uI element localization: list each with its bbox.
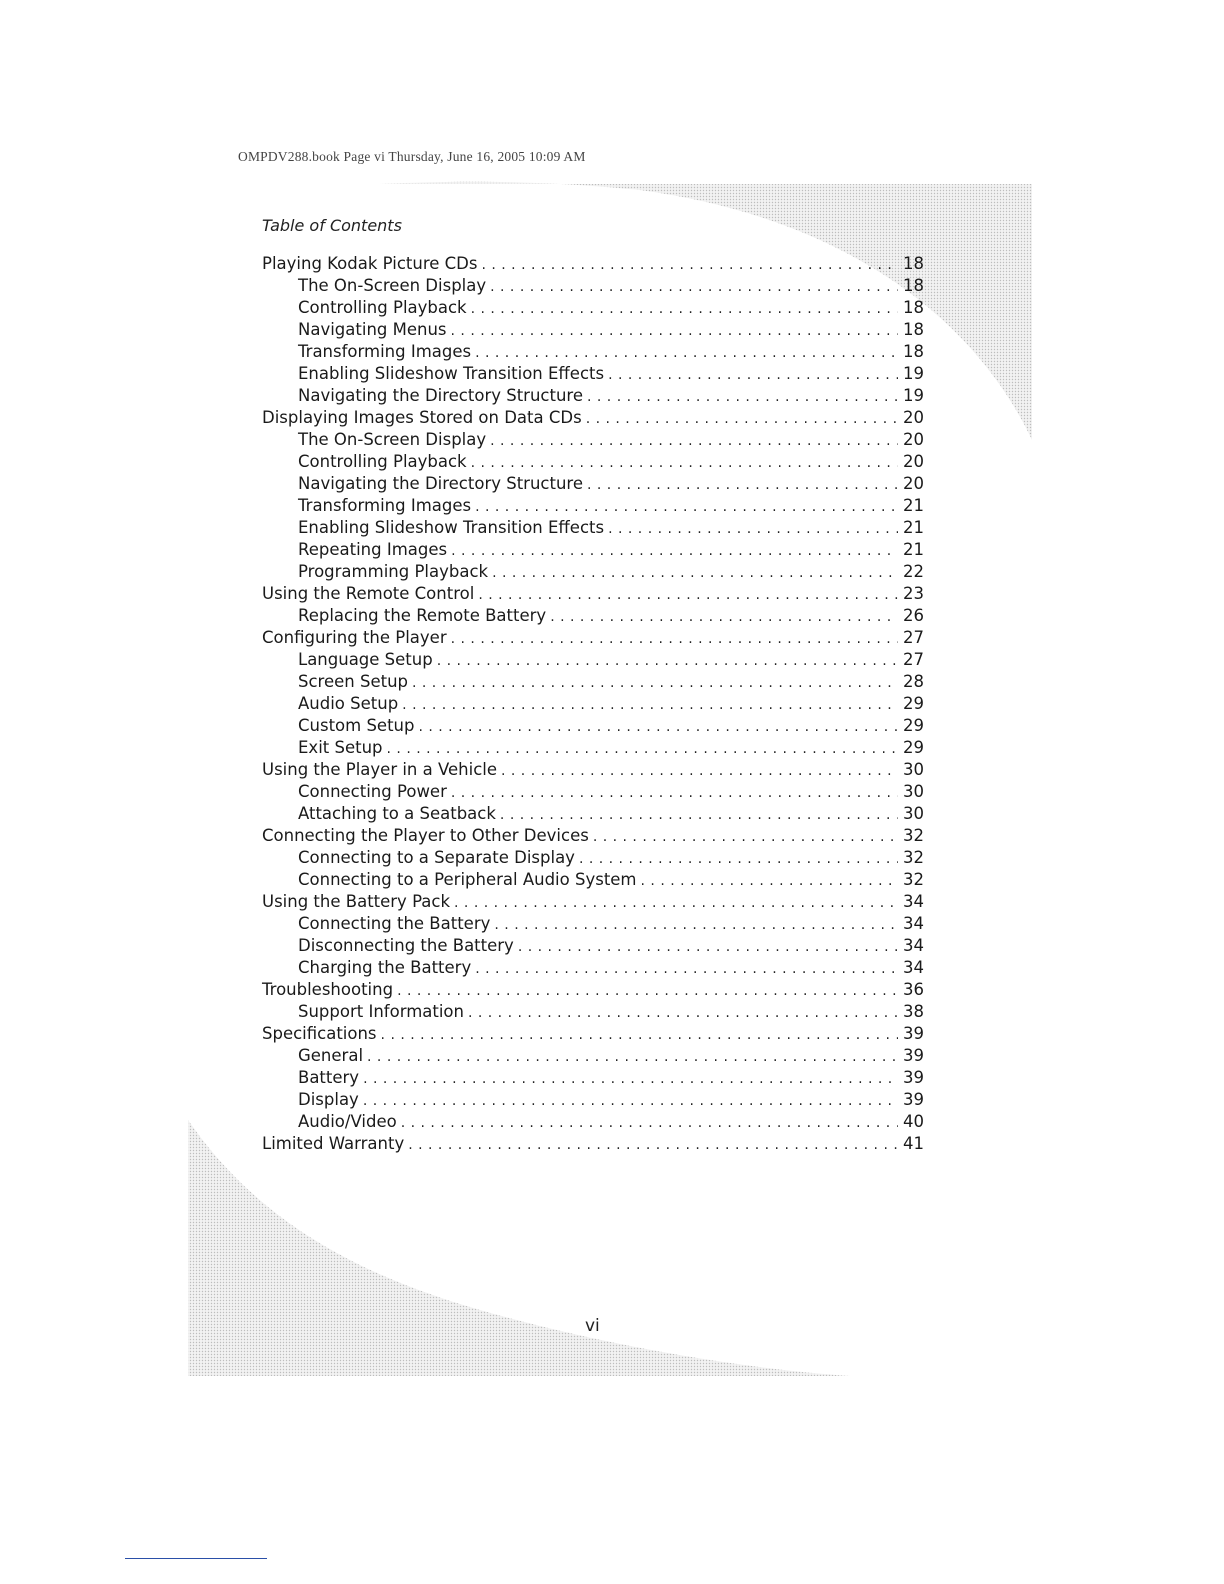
toc-entry-title: Enabling Slideshow Transition Effects [298,518,605,537]
toc-entry-title: Playing Kodak Picture CDs [262,254,478,273]
toc-subentry[interactable] [262,1067,924,1089]
toc-entry-title: Connecting the Battery [298,914,491,933]
toc-subentry[interactable] [262,715,924,737]
toc-entry-page: 28 [903,672,924,691]
toc-entry-page: 39 [903,1024,924,1043]
toc-entry-title: General [298,1046,364,1065]
toc-entry-page: 18 [903,320,924,339]
toc-entry[interactable] [262,253,924,275]
toc-dot-leader [454,892,898,914]
toc-subentry[interactable] [262,737,924,759]
toc-dot-leader [518,936,898,958]
toc-subentry[interactable] [262,1089,924,1111]
toc-entry-page: 19 [903,386,924,405]
toc-entry-page: 26 [903,606,924,625]
toc-entry-title: Navigating the Directory Structure [298,474,583,493]
toc-subentry[interactable] [262,803,924,825]
toc-entry-page: 27 [903,628,924,647]
toc-entry-page: 18 [903,298,924,317]
toc-subentry[interactable] [262,275,924,297]
toc-entry-title: Display [298,1090,359,1109]
toc-entry-page: 34 [903,914,924,933]
toc-entry-page: 32 [903,870,924,889]
toc-dot-leader [408,1134,898,1156]
toc-entry-page: 21 [903,540,924,559]
toc-entry-title: Programming Playback [298,562,489,581]
toc-subentry[interactable] [262,781,924,803]
toc-entry[interactable] [262,891,924,913]
toc-dot-leader [363,1068,898,1090]
toc-subentry[interactable] [262,561,924,583]
toc-dot-leader [587,386,898,408]
table-of-contents [262,253,924,1155]
toc-dot-leader [471,452,898,474]
toc-subentry[interactable] [262,451,924,473]
toc-dot-leader [363,1090,898,1112]
toc-dot-leader [641,870,898,892]
toc-subentry[interactable] [262,1045,924,1067]
toc-dot-leader [587,474,898,496]
toc-entry-page: 34 [903,892,924,911]
toc-entry-page: 19 [903,364,924,383]
toc-entry-page: 36 [903,980,924,999]
toc-entry-page: 21 [903,518,924,537]
toc-entry[interactable] [262,979,924,1001]
toc-entry-page: 32 [903,848,924,867]
toc-entry-page: 30 [903,782,924,801]
toc-subentry[interactable] [262,935,924,957]
toc-entry-title: Audio Setup [298,694,399,713]
toc-entry-title: Connecting Power [298,782,447,801]
toc-entry-title: Charging the Battery [298,958,472,977]
toc-dot-leader [586,408,898,430]
toc-subentry[interactable] [262,341,924,363]
toc-dot-leader [579,848,898,870]
toc-dot-leader [481,254,898,276]
toc-entry-title: Support Information [298,1002,464,1021]
toc-entry-title: The On-Screen Display [298,430,487,449]
toc-entry-page: 20 [903,430,924,449]
toc-entry[interactable] [262,583,924,605]
toc-subentry[interactable] [262,495,924,517]
toc-entry-title: Repeating Images [298,540,448,559]
toc-entry-title: Using the Remote Control [262,584,475,603]
toc-dot-leader [381,1024,898,1046]
toc-entry-page: 22 [903,562,924,581]
section-heading: Table of Contents [262,216,402,235]
toc-entry-title: Transforming Images [298,496,472,515]
toc-entry-page: 20 [903,408,924,427]
toc-entry-title: Connecting the Player to Other Devices [262,826,589,845]
toc-subentry[interactable] [262,605,924,627]
toc-entry[interactable] [262,1133,924,1155]
toc-dot-leader [387,738,898,760]
toc-entry-title: Controlling Playback [298,452,467,471]
toc-dot-leader [451,782,898,804]
toc-entry-title: Connecting to a Peripheral Audio System [298,870,637,889]
toc-entry[interactable] [262,627,924,649]
toc-entry-page: 21 [903,496,924,515]
toc-entry-page: 29 [903,738,924,757]
toc-entry-page: 39 [903,1090,924,1109]
toc-entry-title: Troubleshooting [262,980,394,999]
toc-entry-page: 34 [903,936,924,955]
toc-dot-leader [490,276,898,298]
toc-subentry[interactable] [262,1111,924,1133]
toc-entry-title: Enabling Slideshow Transition Effects [298,364,605,383]
bottom-left-swoosh [188,1120,850,1376]
toc-entry-page: 29 [903,716,924,735]
toc-entry-page: 29 [903,694,924,713]
toc-entry-title: Screen Setup [298,672,408,691]
toc-entry-title: Replacing the Remote Battery [298,606,547,625]
toc-dot-leader [475,342,898,364]
toc-dot-leader [418,716,898,738]
toc-entry-title: Language Setup [298,650,433,669]
toc-entry-title: Exit Setup [298,738,383,757]
toc-dot-leader [437,650,898,672]
toc-entry-title: Attaching to a Seatback [298,804,496,823]
toc-entry-page: 30 [903,804,924,823]
toc-entry-page: 39 [903,1046,924,1065]
toc-entry-title: Audio/Video [298,1112,397,1131]
toc-subentry[interactable] [262,869,924,891]
toc-entry-page: 30 [903,760,924,779]
toc-entry-title: Navigating Menus [298,320,447,339]
toc-entry-page: 38 [903,1002,924,1021]
toc-subentry[interactable] [262,1001,924,1023]
toc-subentry[interactable] [262,385,924,407]
toc-dot-leader [608,364,898,386]
toc-entry-title: Controlling Playback [298,298,467,317]
toc-dot-leader [471,298,898,320]
toc-subentry[interactable] [262,429,924,451]
toc-dot-leader [501,760,898,782]
toc-entry[interactable] [262,825,924,847]
toc-entry-title: Limited Warranty [262,1134,405,1153]
toc-entry-page: 34 [903,958,924,977]
page-number: vi [585,1316,600,1336]
toc-dot-leader [475,496,898,518]
toc-subentry[interactable] [262,847,924,869]
toc-entry-title: The On-Screen Display [298,276,487,295]
toc-entry-page: 39 [903,1068,924,1087]
toc-subentry[interactable] [262,363,924,385]
toc-entry-title: Connecting to a Separate Display [298,848,575,867]
toc-subentry[interactable] [262,913,924,935]
toc-entry-page: 41 [903,1134,924,1153]
toc-subentry[interactable] [262,671,924,693]
toc-entry-page: 32 [903,826,924,845]
toc-dot-leader [490,430,898,452]
toc-entry-page: 20 [903,452,924,471]
toc-dot-leader [550,606,898,628]
toc-entry[interactable] [262,759,924,781]
toc-subentry[interactable] [262,297,924,319]
toc-entry[interactable] [262,1023,924,1045]
toc-dot-leader [500,804,898,826]
toc-entry-title: Configuring the Player [262,628,447,647]
toc-subentry[interactable] [262,649,924,671]
toc-entry-title: Transforming Images [298,342,472,361]
toc-dot-leader [478,584,898,606]
toc-dot-leader [494,914,898,936]
toc-subentry[interactable] [262,319,924,341]
toc-dot-leader [492,562,898,584]
toc-entry-title: Battery [298,1068,360,1087]
toc-entry-title: Using the Battery Pack [262,892,451,911]
toc-dot-leader [451,320,898,342]
toc-dot-leader [451,540,898,562]
print-header: OMPDV288.book Page vi Thursday, June 16, 2005 10:09 AM [238,149,586,164]
toc-subentry[interactable] [262,517,924,539]
toc-subentry[interactable] [262,473,924,495]
toc-entry-title: Using the Player in a Vehicle [262,760,497,779]
toc-dot-leader [402,694,898,716]
toc-subentry[interactable] [262,693,924,715]
toc-dot-leader [401,1112,898,1134]
toc-entry-page: 23 [903,584,924,603]
toc-entry-page: 40 [903,1112,924,1131]
toc-dot-leader [593,826,898,848]
toc-dot-leader [468,1002,898,1024]
toc-dot-leader [412,672,898,694]
toc-dot-leader [451,628,898,650]
toc-entry-page: 18 [903,254,924,273]
toc-entry-title: Custom Setup [298,716,415,735]
toc-entry-title: Specifications [262,1024,377,1043]
toc-dot-leader [397,980,898,1002]
toc-entry-title: Displaying Images Stored on Data CDs [262,408,582,427]
toc-entry-title: Navigating the Directory Structure [298,386,583,405]
toc-entry-page: 27 [903,650,924,669]
toc-dot-leader [475,958,898,980]
toc-subentry[interactable] [262,957,924,979]
toc-entry-page: 20 [903,474,924,493]
toc-entry-page: 18 [903,276,924,295]
toc-entry-title: Disconnecting the Battery [298,936,514,955]
toc-entry-page: 18 [903,342,924,361]
toc-subentry[interactable] [262,539,924,561]
toc-dot-leader [367,1046,898,1068]
toc-entry[interactable] [262,407,924,429]
footer-rule [125,1558,267,1559]
toc-dot-leader [608,518,898,540]
